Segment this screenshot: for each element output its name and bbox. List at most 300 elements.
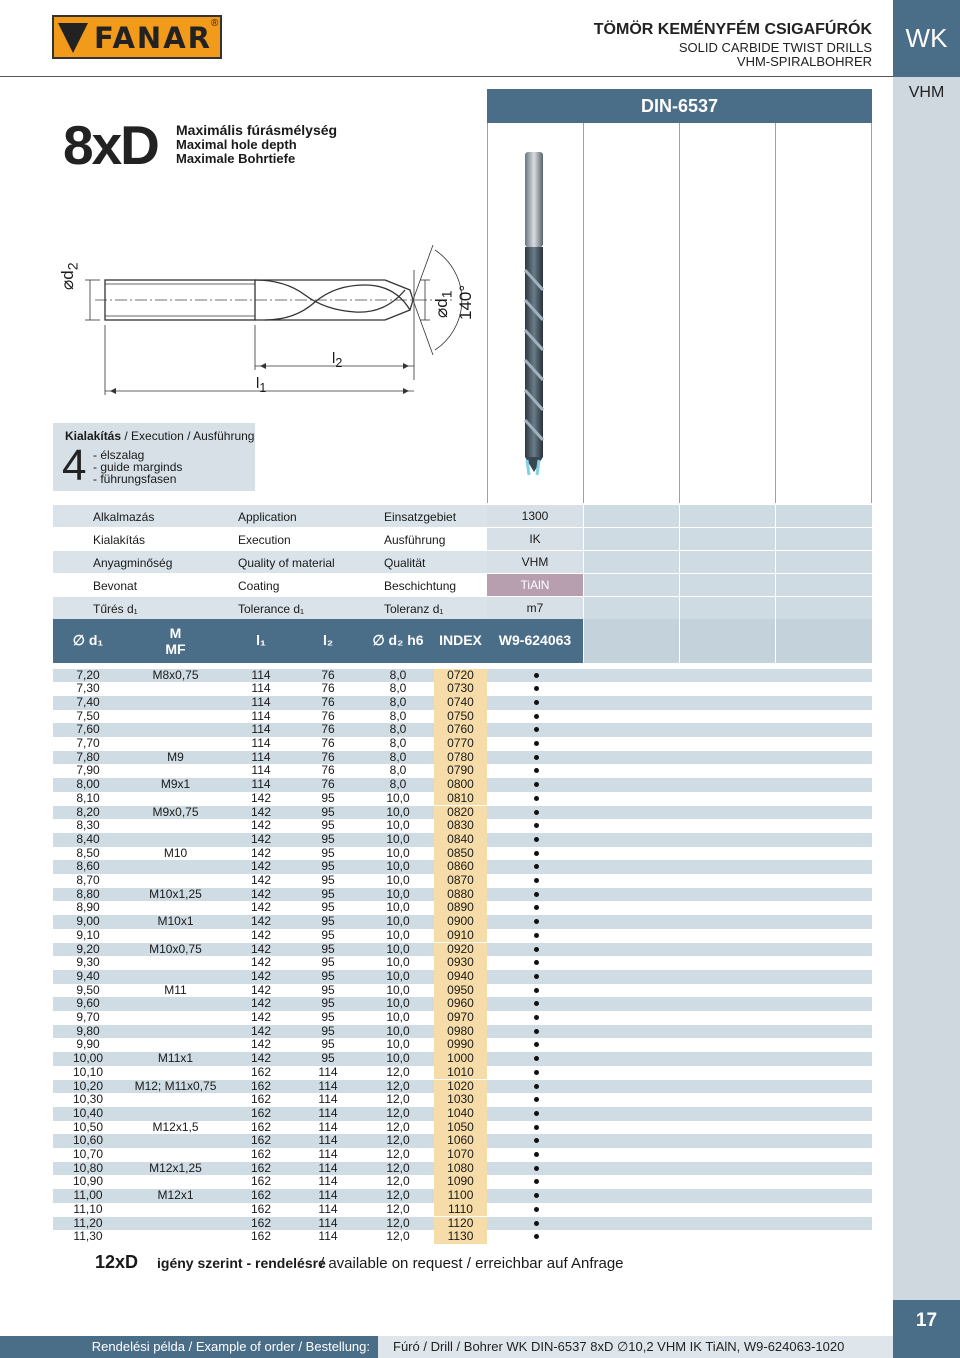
cell-d1: 8,20 (76, 804, 100, 819)
property-row (53, 551, 872, 574)
cell-index: 0740 (434, 696, 487, 710)
cell-l2: 95 (321, 1037, 335, 1052)
cell-l1: 142 (250, 831, 272, 846)
header-article-text: W9-624063 (498, 632, 572, 648)
cell-l1: 162 (250, 1119, 272, 1134)
cell-thread (123, 710, 228, 724)
cell-l2: 114 (318, 1092, 338, 1107)
table-row (53, 1011, 872, 1025)
column-line (583, 123, 584, 503)
cell-thread (123, 997, 228, 1011)
cell-thread (123, 1011, 228, 1025)
cell-d2: 10,0 (386, 818, 410, 833)
header-empty (584, 619, 679, 663)
availability-dot (534, 1234, 539, 1239)
cell-l2: 95 (321, 818, 335, 833)
availability-dot (534, 1056, 539, 1061)
availability-dot (534, 714, 539, 719)
cell-index: 1030 (434, 1093, 487, 1107)
availability-dot (534, 727, 539, 732)
cell-l2: 95 (321, 790, 335, 805)
cell-l2: 114 (318, 1147, 338, 1161)
cell-l1: 114 (251, 681, 271, 696)
property-hu: Alkalmazás (93, 510, 155, 524)
availability-dot (534, 1193, 539, 1198)
availability-dot (534, 810, 539, 815)
cell-d2: 8,0 (389, 736, 407, 750)
table-row (53, 710, 872, 724)
cell-d1: 10,80 (72, 1160, 104, 1175)
depth-ratio: 8xD (63, 114, 158, 176)
property-en: Tolerance d₁ (238, 602, 305, 616)
property-row (53, 528, 872, 551)
table-row (53, 984, 872, 998)
cell-index: 0930 (434, 956, 487, 970)
table-row (53, 682, 872, 696)
property-de: Ausführung (384, 533, 446, 547)
availability-dot (534, 673, 539, 678)
execution-heading (65, 429, 254, 443)
cell-d1: 10,20 (72, 1078, 104, 1093)
property-empty-cell (680, 528, 775, 550)
cell-l2: 95 (321, 831, 335, 846)
cell-index: 0850 (434, 847, 487, 861)
cell-d2: 8,0 (389, 722, 407, 737)
cell-d2: 10,0 (386, 1037, 410, 1052)
cell-l1: 114 (251, 763, 271, 778)
cell-d2: 10,0 (386, 1051, 410, 1066)
cell-d2: 10,0 (386, 1023, 410, 1038)
cell-d2: 10,0 (386, 831, 410, 846)
cell-l1: 114 (251, 667, 271, 682)
property-empty-cell (680, 505, 775, 527)
cell-index: 0760 (434, 723, 487, 737)
header-divider (0, 76, 893, 77)
cell-thread (123, 723, 228, 737)
table-row (53, 1203, 872, 1217)
availability-dot (534, 933, 539, 938)
cell-l2: 114 (318, 1160, 338, 1175)
availability-dot (534, 755, 539, 760)
cell-d1: 8,10 (76, 790, 100, 805)
availability-dot (534, 1097, 539, 1102)
cell-d2: 8,0 (389, 777, 407, 792)
cell-l2: 76 (321, 736, 335, 750)
cell-index: 1040 (434, 1107, 487, 1121)
property-value: VHM (487, 551, 583, 573)
d2-sub: 2 (65, 262, 82, 271)
header-d2 (362, 619, 434, 663)
availability-dot (534, 974, 539, 979)
cell-l2: 114 (318, 1105, 338, 1120)
cell-l2: 114 (318, 1133, 338, 1148)
cell-d1: 10,50 (72, 1119, 104, 1134)
cell-l2: 76 (321, 777, 335, 792)
cell-l2: 114 (318, 1174, 338, 1189)
cell-l2: 95 (321, 900, 335, 915)
cell-l1: 142 (250, 941, 272, 956)
l2-label (332, 350, 342, 370)
cell-index: 0780 (434, 751, 487, 765)
cell-thread (123, 1175, 228, 1189)
l1-symbol: l (256, 375, 260, 392)
d1-label (432, 290, 455, 318)
cell-thread: M12x1,5 (152, 1119, 199, 1134)
cell-thread (123, 1093, 228, 1107)
cell-d1: 9,00 (76, 914, 100, 929)
property-empty-cell (680, 551, 775, 573)
cell-index: 0730 (434, 682, 487, 696)
cell-d1: 10,10 (72, 1064, 104, 1079)
cell-l2: 76 (321, 722, 335, 737)
table-row (53, 888, 872, 902)
cell-d1: 7,20 (76, 667, 100, 682)
cell-d1: 10,40 (72, 1105, 104, 1120)
header-index (434, 619, 487, 663)
availability-dot (534, 878, 539, 883)
cell-d1: 8,70 (76, 873, 100, 887)
cell-d2: 10,0 (386, 982, 410, 997)
property-empty-cell (776, 528, 872, 550)
table-row (53, 1107, 872, 1121)
property-hu: Tűrés d₁ (93, 602, 138, 616)
header-index-text: INDEX (439, 632, 482, 648)
cell-l1: 114 (251, 722, 271, 737)
cell-d2: 12,0 (386, 1201, 410, 1216)
property-value: m7 (487, 597, 583, 619)
cell-thread: M10 (163, 845, 188, 860)
property-empty-cell (584, 528, 679, 550)
cell-index: 0860 (434, 860, 487, 874)
cell-d2: 10,0 (386, 996, 410, 1011)
cell-thread (123, 1217, 228, 1231)
cell-l2: 114 (318, 1201, 338, 1216)
table-row (53, 1134, 872, 1148)
cell-index: 1070 (434, 1148, 487, 1162)
cell-index: 1010 (434, 1066, 487, 1080)
page-title-de: VHM-SPIRALBOHRER (736, 54, 872, 69)
property-row (53, 505, 872, 528)
cell-d1: 11,00 (73, 1188, 103, 1203)
cell-d1: 7,50 (76, 708, 100, 723)
cell-thread (123, 833, 228, 847)
availability-dot (534, 1138, 539, 1143)
cell-index: 0920 (434, 943, 487, 957)
cell-thread (123, 1025, 228, 1039)
availability-dot (534, 1207, 539, 1212)
property-row (53, 574, 872, 597)
cell-d1: 10,60 (72, 1133, 104, 1148)
header-empty (776, 619, 872, 663)
table-row (53, 1066, 872, 1080)
availability-dot (534, 1001, 539, 1006)
cell-d1: 10,90 (72, 1174, 104, 1189)
cell-index: 1080 (434, 1162, 487, 1176)
cell-thread (123, 1107, 228, 1121)
order-label: Rendelési példa / Example of order / Bestellung: (91, 1339, 370, 1354)
cell-l1: 114 (251, 694, 271, 709)
header-article (487, 619, 583, 663)
property-de: Beschichtung (384, 579, 457, 593)
fanar-logo (52, 15, 222, 59)
cell-index: 0980 (434, 1025, 487, 1039)
cell-index: 1100 (434, 1189, 487, 1203)
cell-l1: 142 (250, 1051, 272, 1066)
cell-l1: 142 (250, 927, 272, 942)
table-row (53, 860, 872, 874)
cell-index: 0880 (434, 888, 487, 902)
cell-thread (123, 1230, 228, 1244)
property-value: TiAlN (487, 574, 583, 596)
table-row (53, 1025, 872, 1039)
cell-l2: 114 (318, 1229, 338, 1244)
cell-thread: M11 (164, 982, 187, 997)
table-row (53, 792, 872, 806)
d1-sub: 1 (439, 290, 456, 299)
table-row (53, 723, 872, 737)
cell-l1: 114 (251, 736, 271, 750)
table-row (53, 806, 872, 820)
availability-dot (534, 892, 539, 897)
table-row (53, 833, 872, 847)
logo-text: FANAR (94, 21, 212, 55)
cell-l2: 95 (321, 927, 335, 942)
footer-request-hu: igény szerint - rendelésre (157, 1255, 326, 1271)
cell-l1: 142 (250, 845, 272, 860)
cell-index: 0720 (434, 669, 487, 683)
availability-dot (534, 686, 539, 691)
cell-d2: 12,0 (386, 1092, 410, 1107)
d2-symbol: ⌀d (58, 270, 77, 290)
cell-l1: 162 (250, 1105, 272, 1120)
l2-sub: 2 (335, 356, 343, 370)
cell-l2: 95 (321, 886, 335, 901)
section-tab-wk: WK (893, 0, 960, 77)
availability-dot (534, 768, 539, 773)
table-row (53, 1038, 872, 1052)
cell-d2: 12,0 (386, 1174, 410, 1189)
cell-index: 0820 (434, 806, 487, 820)
table-row (53, 1121, 872, 1135)
execution-heading-rest: / Execution / Ausführung (121, 429, 255, 443)
cell-l1: 114 (251, 777, 271, 792)
cell-thread: M9x0,75 (152, 804, 199, 819)
cell-d2: 8,0 (389, 749, 407, 764)
cell-l1: 142 (250, 790, 272, 805)
cell-l2: 114 (318, 1078, 338, 1093)
cell-thread: M12; M11x0,75 (134, 1078, 217, 1093)
cell-l1: 142 (250, 968, 272, 983)
cell-d1: 9,30 (76, 955, 100, 970)
cell-l1: 142 (250, 996, 272, 1011)
table-row (53, 943, 872, 957)
cell-l1: 162 (250, 1229, 272, 1244)
cell-thread (123, 696, 228, 710)
cell-d1: 11,30 (73, 1229, 103, 1244)
depth-label-hu: Maximális fúrásmélység (176, 122, 338, 138)
header-d2-text: ∅ d₂ h6 (372, 632, 424, 648)
cell-index: 0750 (434, 710, 487, 724)
cell-index: 0800 (434, 778, 487, 792)
table-row (53, 997, 872, 1011)
property-de: Qualität (384, 556, 426, 570)
availability-dot (534, 823, 539, 828)
cell-d2: 10,0 (386, 1010, 410, 1024)
cell-index: 0950 (434, 984, 487, 998)
cell-d1: 9,60 (76, 996, 100, 1011)
property-en: Quality of material (238, 556, 335, 570)
d2-label (58, 262, 81, 290)
execution-heading-hu: Kialakítás (65, 429, 122, 443)
cell-thread (123, 737, 228, 751)
cell-d2: 10,0 (386, 859, 410, 874)
registered-mark: ® (211, 18, 219, 29)
cell-index: 1020 (434, 1080, 487, 1094)
cell-index: 1090 (434, 1175, 487, 1189)
cell-d1: 7,40 (76, 694, 100, 709)
cell-l2: 76 (321, 694, 335, 709)
footer-ratio: 12xD (95, 1252, 139, 1272)
table-row (53, 696, 872, 710)
availability-dot (534, 700, 539, 705)
cell-l2: 95 (321, 955, 335, 970)
property-row (53, 597, 872, 620)
property-empty-cell (584, 551, 679, 573)
cell-index: 0910 (434, 929, 487, 943)
page-title-en: SOLID CARBIDE TWIST DRILLS (678, 40, 872, 55)
cell-index: 0840 (434, 833, 487, 847)
cell-l2: 76 (321, 667, 335, 682)
table-row (53, 929, 872, 943)
table-row (53, 956, 872, 970)
cell-l1: 142 (250, 886, 272, 901)
header-m-text: M (169, 625, 182, 641)
column-line (775, 123, 776, 503)
cell-d1: 8,00 (76, 777, 100, 792)
property-empty-cell (680, 597, 775, 619)
page-title: TÖMÖR KEMÉNYFÉM CSIGAFÚRÓK (593, 21, 872, 38)
cell-index: 0770 (434, 737, 487, 751)
availability-dot (534, 1221, 539, 1226)
cell-l1: 162 (250, 1078, 272, 1093)
cell-thread (123, 860, 228, 874)
column-line (871, 123, 872, 503)
cell-d1: 9,70 (76, 1010, 100, 1024)
logo-v-shape (58, 23, 88, 53)
angle-label: 140° (456, 284, 475, 320)
cell-d2: 10,0 (386, 790, 410, 805)
cell-d2: 12,0 (386, 1147, 410, 1161)
cell-l1: 162 (250, 1133, 272, 1148)
cell-thread: M10x1 (157, 914, 194, 929)
cell-d2: 12,0 (386, 1078, 410, 1093)
cell-l1: 114 (251, 708, 271, 723)
cell-index: 1060 (434, 1134, 487, 1148)
cell-d2: 12,0 (386, 1160, 410, 1175)
column-line (487, 123, 488, 503)
cell-d1: 8,80 (76, 886, 100, 901)
cell-d2: 10,0 (386, 873, 410, 887)
cell-d1: 11,20 (73, 1215, 103, 1230)
cell-thread (123, 1066, 228, 1080)
cell-l2: 76 (321, 708, 335, 723)
property-empty-cell (584, 597, 679, 619)
table-row (53, 847, 872, 861)
cell-thread (123, 682, 228, 696)
table-row (53, 874, 872, 888)
cell-l2: 95 (321, 859, 335, 874)
availability-dot (534, 1179, 539, 1184)
cell-d2: 8,0 (389, 667, 407, 682)
property-empty-cell (776, 574, 872, 596)
cell-thread (123, 1203, 228, 1217)
cell-l1: 142 (250, 818, 272, 833)
cell-thread (123, 970, 228, 984)
cell-d1: 7,80 (76, 749, 100, 764)
property-value: 1300 (487, 505, 583, 527)
availability-dot (534, 1070, 539, 1075)
cell-l2: 76 (321, 749, 335, 764)
cell-l1: 142 (250, 982, 272, 997)
cell-d2: 10,0 (386, 900, 410, 915)
cell-d2: 8,0 (389, 708, 407, 723)
table-row (53, 1162, 872, 1176)
cell-l1: 142 (250, 955, 272, 970)
cell-l1: 162 (250, 1160, 272, 1175)
cell-d1: 10,30 (72, 1092, 104, 1107)
cell-d1: 9,50 (76, 982, 100, 997)
cell-l1: 142 (250, 859, 272, 874)
cell-l2: 95 (321, 982, 335, 997)
table-row (53, 1080, 872, 1094)
cell-thread: M9 (167, 749, 184, 764)
cell-thread (123, 901, 228, 915)
cell-thread (123, 874, 228, 888)
cell-d1: 9,90 (76, 1037, 100, 1052)
property-empty-cell (584, 505, 679, 527)
header-l1 (228, 619, 294, 663)
cell-index: 0960 (434, 997, 487, 1011)
table-row (53, 669, 872, 683)
table-row (53, 1093, 872, 1107)
cell-thread: M10x0,75 (149, 941, 202, 956)
cell-d2: 8,0 (389, 694, 407, 709)
cell-d2: 12,0 (386, 1229, 410, 1244)
d1-symbol: ⌀d (432, 298, 451, 318)
cell-d1: 9,10 (76, 927, 100, 942)
availability-dot (534, 919, 539, 924)
cell-d1: 7,30 (76, 681, 100, 696)
property-en: Execution (238, 533, 291, 547)
availability-dot (534, 837, 539, 842)
cell-l2: 76 (321, 763, 335, 778)
execution-line: - élszalag (93, 448, 145, 462)
property-hu: Kialakítás (93, 533, 146, 547)
sidebar (893, 0, 960, 1358)
cell-index: 0990 (434, 1038, 487, 1052)
header-l2 (294, 619, 362, 663)
header-l1-text: l₁ (256, 632, 266, 648)
availability-dot (534, 947, 539, 952)
availability-dot (534, 1029, 539, 1034)
section-label-vhm: VHM (908, 84, 945, 101)
execution-line: - guide marginds (93, 460, 183, 474)
cell-l1: 142 (250, 873, 272, 887)
header-d1-text: ∅ d₁ (72, 632, 104, 648)
cell-d2: 10,0 (386, 968, 410, 983)
property-de: Einsatzgebiet (384, 510, 457, 524)
header-d1 (53, 619, 123, 663)
